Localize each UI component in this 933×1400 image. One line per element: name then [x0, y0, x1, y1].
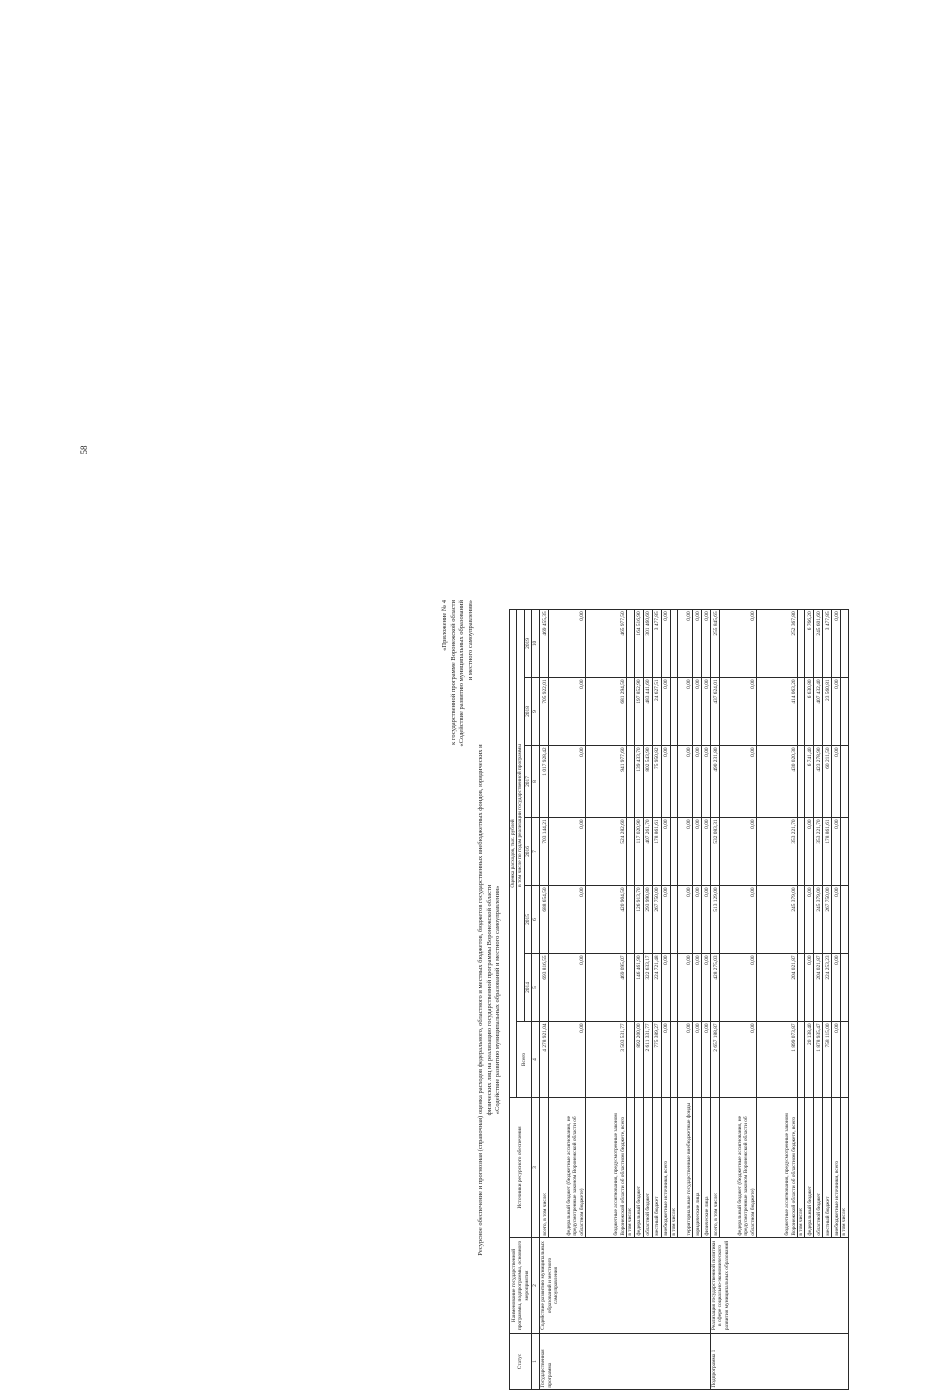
funding-source: федеральный бюджет [634, 1098, 643, 1238]
column-number: 6 [532, 886, 540, 954]
amount-total [627, 1022, 634, 1098]
amount-year: 0,00 [693, 886, 702, 954]
amount-year: 6 630,80 [805, 678, 814, 746]
title-line: физических лиц на реализацию государственной программы Воронежской области [485, 884, 493, 1116]
amount-year: 0,00 [661, 954, 670, 1022]
amount-year: 197 852,90 [634, 678, 643, 746]
amount-total: 0,00 [702, 1022, 711, 1098]
amount-year: 423 278,90 [814, 746, 823, 818]
amount-year: 3 477,85 [823, 609, 832, 677]
header-year: 2014 [524, 954, 531, 1022]
amount-year [670, 609, 677, 677]
amount-year: 0,00 [693, 678, 702, 746]
amount-year: 469 095,07 [586, 954, 627, 1022]
amount-year: 465 977,50 [586, 609, 627, 677]
funding-source: всего, в том числе: [540, 1098, 549, 1238]
amount-year: 420 904,50 [586, 886, 627, 954]
amount-year: 267 750,00 [652, 886, 661, 954]
funding-source: всего, в том числе: [711, 1098, 720, 1238]
amount-total: 0,00 [661, 1022, 670, 1098]
column-number: 7 [532, 818, 540, 886]
amount-total: 4 278 921,04 [540, 1022, 549, 1098]
amount-year: 490 231,80 [711, 746, 720, 818]
amount-year: 139 433,70 [634, 746, 643, 818]
amount-year [627, 746, 634, 818]
amount-year [670, 886, 677, 954]
header-year: 2019 [524, 609, 531, 677]
amount-total: 3 503 531,77 [586, 1022, 627, 1098]
amount-year: 0,00 [549, 678, 586, 746]
amount-total: 892 200,00 [634, 1022, 643, 1098]
funding-source: юридические лица [693, 1098, 702, 1238]
title-line: Ресурсное обеспечение и прогнозная (справочная) оценка расходов федерального, областного и местных бюджетов, бюджетов государственных внебюджетных фондов, юридических и [477, 744, 484, 1256]
amount-year: 0,00 [702, 818, 711, 886]
amount-year: 0,00 [805, 886, 814, 954]
amount-total [798, 1022, 805, 1098]
section-name: Содействие развитию муниципальных образований и местного самоуправления [540, 1238, 711, 1334]
amount-year [627, 818, 634, 886]
amount-year: 483 441,60 [643, 678, 652, 746]
funding-source: бюджетные ассигнования, предусмотренные законом Воронежской области об областном бюджете, всего [757, 1098, 798, 1238]
amount-year [670, 678, 677, 746]
amount-year: 301 460,60 [643, 609, 652, 677]
amount-year: 0,00 [832, 886, 841, 954]
funding-source: внебюджетные источники, всего [661, 1098, 670, 1238]
amount-year: 0,00 [678, 746, 693, 818]
amount-year [841, 609, 848, 677]
amount-year: 204 021,87 [757, 954, 798, 1022]
amount-year: 0,00 [720, 746, 757, 818]
amount-year: 224 253,23 [823, 954, 832, 1022]
appendix-line: «Содействие развитию муниципальных образований [458, 600, 466, 747]
appendix-line: «Приложение № 4 [441, 600, 448, 651]
amount-year: 0,00 [678, 609, 693, 677]
amount-year: 245 601,60 [814, 609, 823, 677]
amount-year: 0,00 [832, 954, 841, 1022]
amount-year: 0,00 [549, 609, 586, 677]
amount-year: 0,00 [693, 746, 702, 818]
funding-source: в том числе: [670, 1098, 677, 1238]
amount-total: 775 389,27 [652, 1022, 661, 1098]
amount-year: 0,00 [720, 609, 757, 677]
funding-source: местный бюджет [823, 1098, 832, 1238]
amount-year: 267 750,00 [823, 886, 832, 954]
header-year: 2017 [524, 746, 531, 818]
amount-year: 0,00 [805, 954, 814, 1022]
amount-year: 802 543,90 [643, 746, 652, 818]
funding-source: федеральный бюджет (бюджетные ассигнования, не предусмотренные законом Воронежской области об областном бюджете) [549, 1098, 586, 1238]
amount-year: 322 633,17 [643, 954, 652, 1022]
amount-year: 353 221,70 [814, 818, 823, 886]
amount-year [841, 886, 848, 954]
funding-source: бюджетные ассигнования, предусмотренные законом Воронежской области об областном бюджете, всего [586, 1098, 627, 1238]
amount-total: 2 611 331,77 [643, 1022, 652, 1098]
amount-total [841, 1022, 848, 1098]
amount-year [798, 678, 805, 746]
amount-year: 0,00 [805, 818, 814, 886]
funding-source: территориальные государственные внебюджетные фонды [678, 1098, 693, 1238]
amount-year: 178 861,61 [823, 818, 832, 886]
amount-year [670, 954, 677, 1022]
amount-year: 0,00 [702, 678, 711, 746]
appendix-line: и местного самоуправления» [466, 600, 474, 681]
funding-source: физические лица [702, 1098, 711, 1238]
document-title [477, 600, 503, 1400]
amount-year [798, 609, 805, 677]
header-source: Источники ресурсного обеспечения [510, 1098, 532, 1238]
amount-total: 0,00 [678, 1022, 693, 1098]
amount-year: 693 816,55 [540, 954, 549, 1022]
amount-year: 1 017 928,42 [540, 746, 549, 818]
amount-year [670, 818, 677, 886]
amount-year: 252 367,80 [757, 609, 798, 677]
funding-source: местный бюджет [652, 1098, 661, 1238]
amount-year: 0,00 [549, 746, 586, 818]
amount-year: 705 922,01 [540, 678, 549, 746]
funding-source: в том числе: [627, 1098, 634, 1238]
amount-total: 20 138,40 [805, 1022, 814, 1098]
amount-year: 0,00 [693, 954, 702, 1022]
header-name: Наименование государственной программы, подпрограммы, основного мероприятия [510, 1238, 532, 1334]
amount-year [627, 678, 634, 746]
column-number: 8 [532, 746, 540, 818]
amount-year: 224 721,48 [652, 954, 661, 1022]
funding-source: внебюджетные источники, всего [832, 1098, 841, 1238]
amount-year: 437 624,01 [711, 678, 720, 746]
funding-source: федеральный бюджет [805, 1098, 814, 1238]
amount-year [841, 954, 848, 1022]
amount-total: 0,00 [693, 1022, 702, 1098]
amount-year: 0,00 [549, 818, 586, 886]
amount-year [627, 954, 634, 1022]
amount-year: 293 990,80 [643, 886, 652, 954]
amount-year: 24 627,51 [652, 678, 661, 746]
amount-year: 0,00 [720, 678, 757, 746]
amount-year: 0,00 [661, 609, 670, 677]
funding-source: федеральный бюджет (бюджетные ассигнования, не предусмотренные законом Воронежской области об областном бюджете) [720, 1098, 757, 1238]
amount-year: 0,00 [678, 886, 693, 954]
amount-year: 126 913,70 [634, 886, 643, 954]
amount-year: 23 560,81 [823, 678, 832, 746]
amount-year: 0,00 [720, 818, 757, 886]
column-number: 3 [532, 1098, 540, 1238]
header-by-years: в том числе по годам реализации государственной программы [517, 609, 524, 1021]
header-year: 2015 [524, 886, 531, 954]
amount-year [841, 818, 848, 886]
amount-year: 0,00 [549, 954, 586, 1022]
amount-total: 0,00 [832, 1022, 841, 1098]
header-total: Всего [517, 1022, 532, 1098]
amount-year: 60 211,50 [823, 746, 832, 818]
amount-year: 0,00 [661, 886, 670, 954]
amount-year: 0,00 [702, 609, 711, 677]
amount-year: 0,00 [832, 746, 841, 818]
funding-source: областной бюджет [643, 1098, 652, 1238]
amount-year: 0,00 [720, 886, 757, 954]
amount-year: 524 282,60 [586, 818, 627, 886]
amount-year: 513 129,00 [711, 886, 720, 954]
amount-total: 758 115,00 [823, 1022, 832, 1098]
section-status: Государственная программа [540, 1334, 711, 1390]
section-name: Реализация государственной политики в сфере социально-экономического развития муниципальных образований [711, 1238, 849, 1334]
amount-year: 0,00 [832, 818, 841, 886]
amount-year [798, 818, 805, 886]
amount-total: 0,00 [549, 1022, 586, 1098]
amount-year: 0,00 [661, 678, 670, 746]
amount-year: 245 379,00 [757, 886, 798, 954]
header-year: 2018 [524, 678, 531, 746]
amount-year [798, 746, 805, 818]
amount-year: 164 516,90 [634, 609, 643, 677]
column-number: 2 [532, 1238, 540, 1334]
amount-year [841, 746, 848, 818]
amount-year: 428 275,03 [711, 954, 720, 1022]
header-status: Статус [510, 1334, 532, 1390]
header-estimate: Оценка расходов, тыс. рублей [510, 609, 517, 1097]
amount-year [627, 609, 634, 677]
amount-year: 117 020,90 [634, 818, 643, 886]
amount-year: 941 977,60 [586, 746, 627, 818]
amount-year: 255 845,65 [711, 609, 720, 677]
amount-year: 703 144,21 [540, 818, 549, 886]
amount-year: 0,00 [702, 954, 711, 1022]
amount-year [627, 886, 634, 954]
amount-year: 3 477,85 [652, 609, 661, 677]
amount-year: 146 461,90 [634, 954, 643, 1022]
funding-source: областной бюджет [814, 1098, 823, 1238]
amount-year: 204 021,87 [814, 954, 823, 1022]
amount-year: 681 294,50 [586, 678, 627, 746]
amount-year: 6 741,40 [805, 746, 814, 818]
amount-year [841, 678, 848, 746]
amount-year: 0,00 [702, 886, 711, 954]
amount-total [670, 1022, 677, 1098]
amount-year: 407 432,40 [814, 678, 823, 746]
amount-year: 0,00 [661, 746, 670, 818]
amount-total: 1 878 935,47 [814, 1022, 823, 1098]
page-number: 58 [79, 445, 89, 455]
appendix-note [441, 600, 475, 1000]
amount-year: 0,00 [702, 746, 711, 818]
amount-total: 2 657 188,87 [711, 1022, 720, 1098]
amount-year: 0,00 [661, 818, 670, 886]
amount-year [798, 954, 805, 1022]
amount-year: 0,00 [678, 818, 693, 886]
appendix-line: к государственной программе Воронежской области [449, 600, 457, 745]
amount-year: 75 950,82 [652, 746, 661, 818]
table-row [711, 609, 720, 1389]
amount-year: 178 861,61 [652, 818, 661, 886]
title-line: «Содействие развитию муниципальных образований и местного самоуправления» [494, 885, 502, 1115]
column-number: 1 [532, 1334, 540, 1390]
amount-year: 532 083,31 [711, 818, 720, 886]
amount-total: 0,00 [720, 1022, 757, 1098]
resource-table [509, 609, 849, 1390]
column-number: 4 [532, 1022, 540, 1098]
amount-year: 0,00 [832, 678, 841, 746]
amount-year: 245 379,00 [814, 886, 823, 954]
table-row [540, 609, 549, 1389]
funding-source: в том числе: [798, 1098, 805, 1238]
header-year: 2016 [524, 818, 531, 886]
amount-year: 430 020,30 [757, 746, 798, 818]
amount-year: 0,00 [720, 954, 757, 1022]
amount-year [798, 886, 805, 954]
amount-year: 407 261,70 [643, 818, 652, 886]
section-status: Подпрограмма 1 [711, 1334, 849, 1390]
amount-year [670, 746, 677, 818]
amount-year: 0,00 [678, 954, 693, 1022]
funding-source: в том числе: [841, 1098, 848, 1238]
amount-year: 6 766,20 [805, 609, 814, 677]
amount-year: 688 654,50 [540, 886, 549, 954]
amount-year: 0,00 [693, 609, 702, 677]
amount-year: 0,00 [549, 886, 586, 954]
amount-year: 0,00 [832, 609, 841, 677]
column-number: 10 [532, 609, 540, 677]
column-number: 9 [532, 678, 540, 746]
amount-year: 0,00 [693, 818, 702, 886]
column-number-row [532, 609, 540, 1389]
column-number: 5 [532, 954, 540, 1022]
amount-total: 1 899 073,87 [757, 1022, 798, 1098]
amount-year: 469 455,35 [540, 609, 549, 677]
amount-year: 414 063,20 [757, 678, 798, 746]
amount-year: 353 221,70 [757, 818, 798, 886]
rotated-content [441, 600, 933, 1400]
amount-year: 0,00 [678, 678, 693, 746]
